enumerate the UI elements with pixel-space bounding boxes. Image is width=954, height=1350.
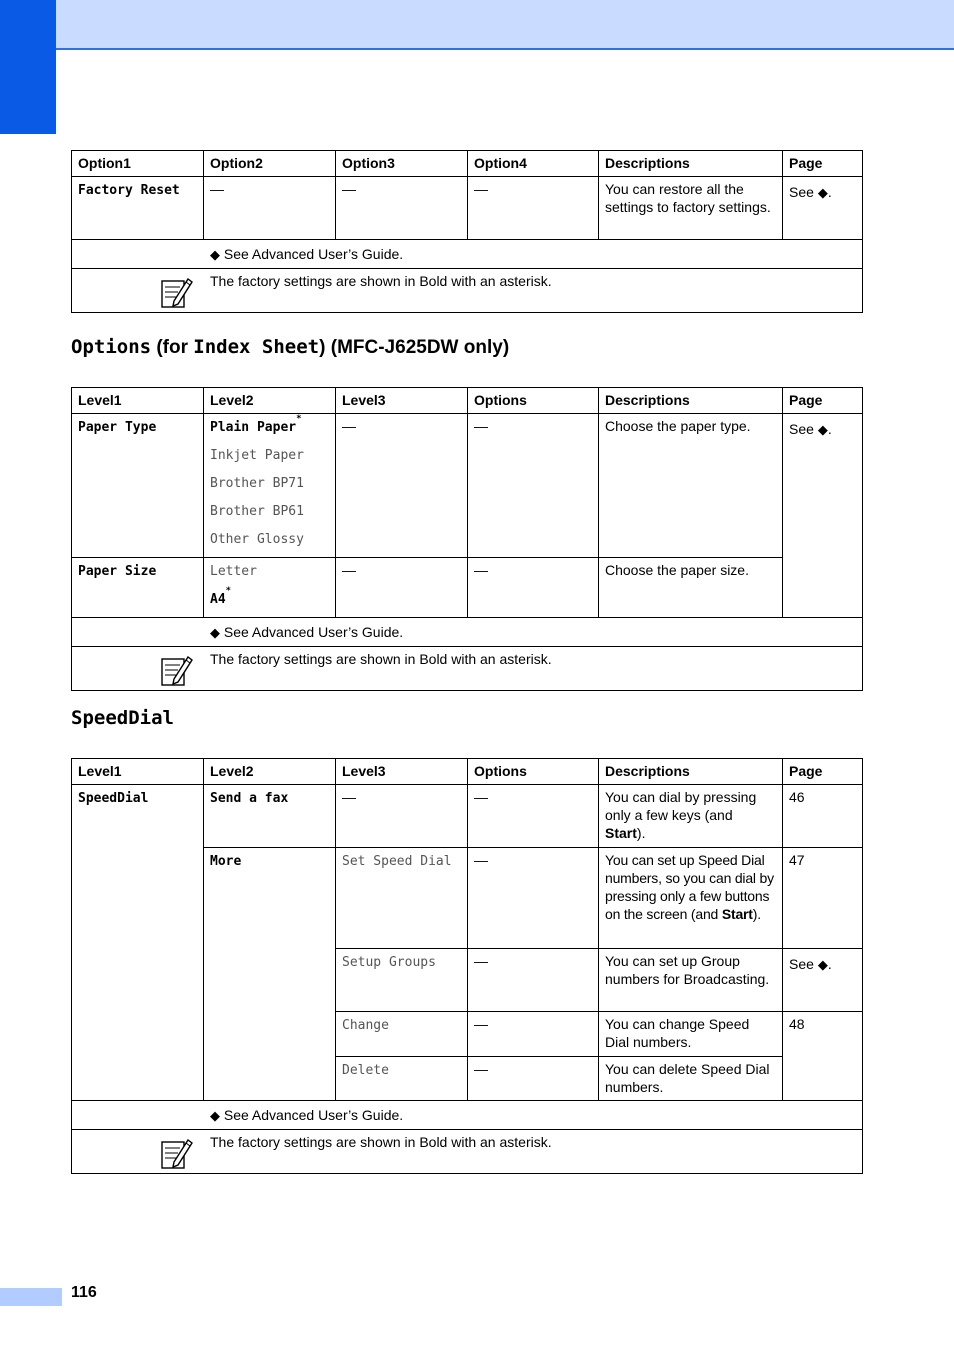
dash-cell: — <box>468 949 599 1012</box>
paper-type-options <box>204 414 336 558</box>
header-level1: Level1 <box>72 759 204 785</box>
header-option3: Option3 <box>336 151 468 177</box>
diamond-icon: ◆ <box>817 185 828 200</box>
diamond-icon: ◆ <box>817 957 828 972</box>
header-options: Options <box>468 759 599 785</box>
see-note: See Advanced User’s Guide. <box>223 1107 404 1123</box>
section-title-index-sheet: Options (for Index Sheet) (MFC-J625DW only) <box>71 336 510 358</box>
send-a-fax-description: You can dial by pressing only a few keys (and Start). <box>599 785 783 848</box>
page-reference: See ◆. <box>783 949 863 1012</box>
header-option2: Option2 <box>204 151 336 177</box>
factory-reset-label: Factory Reset <box>72 177 204 240</box>
table-row <box>72 785 863 848</box>
memo-text: The factory settings are shown in Bold with an asterisk. <box>210 651 552 667</box>
diamond-icon: ◆ <box>210 625 220 640</box>
dash-cell: — <box>336 785 468 848</box>
paper-size-options <box>204 558 336 618</box>
dash-cell: — <box>468 558 599 618</box>
header-level2: Level2 <box>204 759 336 785</box>
memo-row <box>72 269 863 313</box>
dash-cell: — <box>468 414 599 558</box>
page-number: 116 <box>71 1284 97 1301</box>
speeddial-table <box>71 758 863 1174</box>
set-speed-dial-label: Set Speed Dial <box>336 848 468 949</box>
paper-size-description: Choose the paper size. <box>599 558 783 618</box>
note-pencil-icon <box>160 653 194 687</box>
dash-cell: — <box>468 848 599 949</box>
header-level1: Level1 <box>72 388 204 414</box>
header-option4: Option4 <box>468 151 599 177</box>
diamond-icon: ◆ <box>817 422 828 437</box>
header-descriptions: Descriptions <box>599 759 783 785</box>
delete-label: Delete <box>336 1057 468 1101</box>
factory-reset-description: You can restore all the settings to factory settings. <box>599 177 783 240</box>
note-pencil-icon <box>160 275 194 309</box>
dash-cell: — <box>468 1057 599 1101</box>
table-row <box>72 414 863 558</box>
dash-cell: — <box>468 1012 599 1057</box>
change-label: Change <box>336 1012 468 1057</box>
memo-text: The factory settings are shown in Bold with an asterisk. <box>210 273 552 289</box>
header-band <box>0 0 954 50</box>
table-header-row <box>72 151 863 177</box>
see-note-row <box>72 618 863 647</box>
see-note: See Advanced User’s Guide. <box>223 624 404 640</box>
page-number-cell: 47 <box>783 848 863 949</box>
table-row <box>72 177 863 240</box>
header-level3: Level3 <box>336 388 468 414</box>
footer-band <box>0 1288 62 1306</box>
dash-cell: — <box>468 177 599 240</box>
diamond-icon: ◆ <box>210 247 220 262</box>
send-a-fax-label: Send a fax <box>204 785 336 848</box>
note-pencil-icon <box>160 1136 194 1170</box>
header-options: Options <box>468 388 599 414</box>
index-sheet-table <box>71 387 863 691</box>
speeddial-label: SpeedDial <box>72 785 204 1101</box>
option-item: Brother BP71 <box>210 476 304 491</box>
dash-cell: — <box>336 414 468 558</box>
more-label: More <box>204 848 336 1101</box>
paper-size-label: Paper Size <box>72 558 204 618</box>
option-item: Inkjet Paper <box>210 448 304 463</box>
default-option: A4* <box>210 586 232 607</box>
dash-cell: — <box>204 177 336 240</box>
page-number-cell: 46 <box>783 785 863 848</box>
chapter-tab <box>0 0 56 134</box>
memo-row <box>72 647 863 691</box>
header-page: Page <box>783 759 863 785</box>
page-reference: See ◆. <box>783 177 863 240</box>
memo-text: The factory settings are shown in Bold with an asterisk. <box>210 1134 552 1150</box>
see-note-row <box>72 1101 863 1130</box>
set-speed-dial-description: You can set up Speed Dial numbers, so you can dial by pressing only a few buttons on the screen (and Start). <box>599 848 783 949</box>
header-page: Page <box>783 151 863 177</box>
option-item: Letter <box>210 564 257 579</box>
table-header-row <box>72 388 863 414</box>
setup-groups-description: You can set up Group numbers for Broadcasting. <box>599 949 783 1012</box>
page-number-cell: 48 <box>783 1012 863 1101</box>
section-title-speeddial: SpeedDial <box>71 707 174 729</box>
header-level3: Level3 <box>336 759 468 785</box>
table-header-row <box>72 759 863 785</box>
dash-cell: — <box>336 558 468 618</box>
header-page: Page <box>783 388 863 414</box>
header-descriptions: Descriptions <box>599 388 783 414</box>
factory-reset-table <box>71 150 863 313</box>
paper-type-label: Paper Type <box>72 414 204 558</box>
diamond-icon: ◆ <box>210 1108 220 1123</box>
change-description: You can change Speed Dial numbers. <box>599 1012 783 1057</box>
page-reference: See ◆. <box>783 414 863 618</box>
see-note-row <box>72 240 863 269</box>
memo-row <box>72 1130 863 1174</box>
paper-type-description: Choose the paper type. <box>599 414 783 558</box>
option-item: Brother BP61 <box>210 504 304 519</box>
delete-description: You can delete Speed Dial numbers. <box>599 1057 783 1101</box>
header-option1: Option1 <box>72 151 204 177</box>
see-note: See Advanced User’s Guide. <box>223 246 404 262</box>
dash-cell: — <box>468 785 599 848</box>
header-descriptions: Descriptions <box>599 151 783 177</box>
setup-groups-label: Setup Groups <box>336 949 468 1012</box>
dash-cell: — <box>336 177 468 240</box>
option-item: Other Glossy <box>210 532 304 547</box>
default-option: Plain Paper* <box>210 414 302 435</box>
table-row <box>72 558 863 618</box>
header-level2: Level2 <box>204 388 336 414</box>
